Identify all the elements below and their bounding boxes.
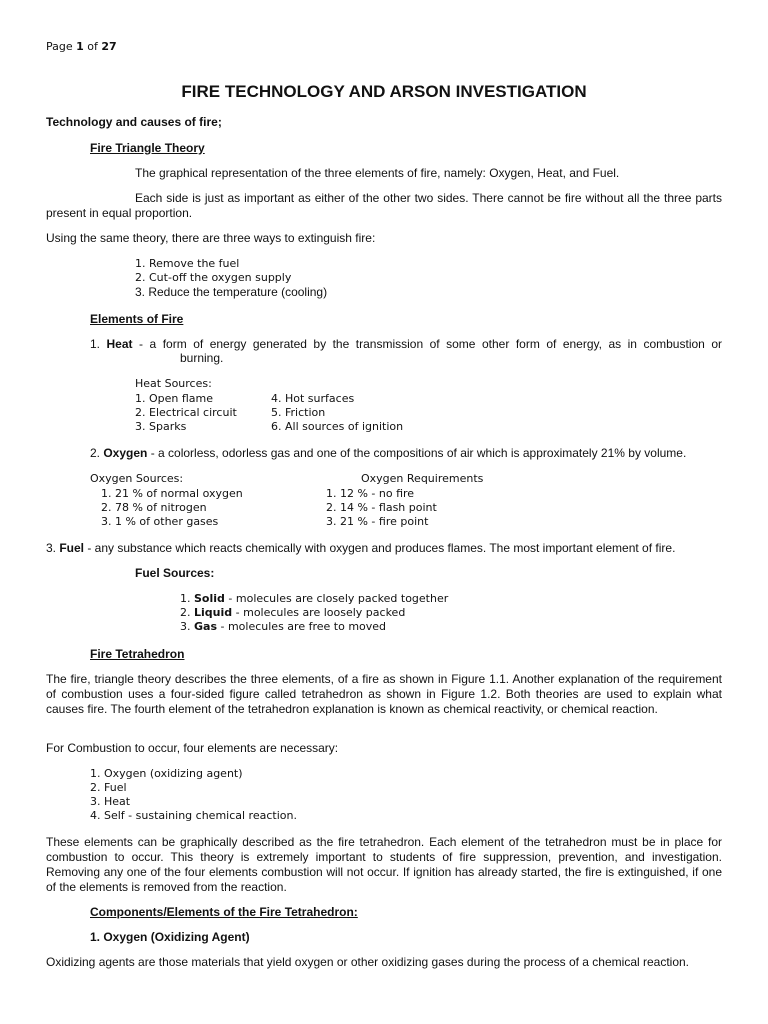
document-title: FIRE TECHNOLOGY AND ARSON INVESTIGATION — [181, 82, 587, 101]
fuel-sources-label: Fuel Sources: — [135, 566, 215, 580]
extinguish-list — [135, 257, 327, 300]
list-item: 3. Reduce the temperature (cooling) — [135, 285, 328, 299]
combustion-elements-list — [90, 767, 297, 823]
list-item: 6. All sources of ignition — [271, 420, 404, 433]
heat-definition — [90, 337, 722, 352]
oxygen-sources-list — [101, 487, 243, 529]
item-desc: - molecules are loosely packed — [232, 606, 406, 619]
oxygen-definition — [90, 446, 686, 461]
fire-triangle-paragraph-3: Using the same theory, there are three ways to extinguish fire: — [46, 231, 376, 245]
components-heading: Components/Elements of the Fire Tetrahedron: — [90, 905, 358, 919]
item-desc: - molecules are closely packed together — [224, 592, 449, 605]
list-item: 2. 78 % of nitrogen — [101, 501, 207, 514]
elements-heading: Elements of Fire — [90, 312, 184, 326]
oxygen-number: 2. — [90, 446, 104, 460]
list-item: 4. Hot surfaces — [271, 392, 355, 405]
list-item: 2. Cut-off the oxygen supply — [135, 271, 292, 284]
list-item: 5. Friction — [271, 406, 326, 419]
item-term: Liquid — [194, 606, 233, 619]
list-item: 4. Self - sustaining chemical reaction. — [90, 809, 297, 822]
fuel-term: Fuel — [59, 541, 85, 555]
heat-sources-left — [135, 392, 237, 434]
tetrahedron-paragraph-2: For Combustion to occur, four elements are necessary: — [46, 741, 339, 755]
tetrahedron-paragraph-1: The fire, triangle theory describes the three elements, of a fire as shown in Figure 1.1. Another explanation of the requirement of combustion uses a four-sided figure called tetrahedron as shown in Figure 1.2. Both theories are used to explain what causes fire. The fourth element of the tetrahedron explanation is known as chemical reactivity, or chemical reaction. — [46, 672, 722, 716]
item-number: 3. — [180, 620, 194, 633]
page-sep: of — [83, 40, 102, 53]
list-item: 3. 1 % of other gases — [101, 515, 219, 528]
fuel-number: 3. — [46, 541, 60, 555]
item-term: Solid — [194, 592, 225, 605]
list-item: 1. Remove the fuel — [135, 257, 240, 270]
list-item: 3. Sparks — [135, 420, 187, 433]
fuel-text: - any substance which reacts chemically with oxygen and produces flames. The most important element of fire. — [84, 541, 676, 555]
fuel-sources-list — [180, 592, 448, 634]
oxygen-term: Oxygen — [103, 446, 148, 460]
tetrahedron-heading: Fire Tetrahedron — [90, 647, 185, 661]
heat-definition-cont: burning. — [180, 351, 224, 365]
item-term: Gas — [194, 620, 217, 633]
list-item: 2. 14 % - flash point — [326, 501, 437, 514]
heat-term: Heat — [106, 337, 133, 351]
list-item: 1. 12 % - no fire — [326, 487, 415, 500]
oxygen-requirements-label: Oxygen Requirements — [361, 472, 484, 485]
list-item — [180, 592, 448, 606]
list-item: 3. 21 % - fire point — [326, 515, 429, 528]
tetrahedron-paragraph-3: These elements can be graphically described as the fire tetrahedron. Each element of the tetrahedron must be in place for combustion to occur. This theory is extremely important to students of fire suppression, prevention, and investigation. Removing any one of the four elements combustion will not occur. If ignition has already started, the fire is extinguished, if one of the elements is removed from the reaction. — [46, 835, 722, 894]
components-paragraph-1: Oxidizing agents are those materials that yield oxygen or other oxidizing gases during the process of a chemical reaction. — [46, 955, 690, 969]
heat-number: 1. — [90, 337, 107, 351]
page-prefix: Page — [46, 40, 77, 53]
oxygen-requirements-list — [326, 487, 437, 529]
heat-sources-label: Heat Sources: — [135, 377, 212, 390]
list-item: 3. Heat — [90, 795, 131, 808]
components-item-1: 1. Oxygen (Oxidizing Agent) — [90, 930, 250, 944]
oxygen-sources-label: Oxygen Sources: — [90, 472, 184, 485]
list-item: 2. Electrical circuit — [135, 406, 237, 419]
section-heading: Technology and causes of fire; — [46, 115, 222, 129]
item-number: 1. — [180, 592, 194, 605]
list-item — [180, 606, 448, 620]
page-total: 27 — [101, 40, 117, 53]
list-item — [180, 620, 448, 634]
list-item: 2. Fuel — [90, 781, 127, 794]
list-item: 1. Open flame — [135, 392, 214, 405]
page-current: 1 — [76, 40, 84, 53]
heat-sources-right — [271, 392, 403, 434]
oxygen-text: - a colorless, odorless gas and one of the compositions of air which is approximately 21% by volume. — [147, 446, 687, 460]
fire-triangle-heading: Fire Triangle Theory — [90, 141, 205, 155]
list-item: 1. Oxygen (oxidizing agent) — [90, 767, 243, 780]
heat-text: - a form of energy generated by the transmission of some other form of energy, as in combustion or — [132, 337, 722, 351]
fire-triangle-paragraph-2: Each side is just as important as either of the other two sides. There cannot be fire without all the three parts present in equal proportion. — [46, 191, 722, 220]
item-desc: - molecules are free to moved — [217, 620, 387, 633]
item-number: 2. — [180, 606, 194, 619]
fire-triangle-paragraph-1: The graphical representation of the three elements of fire, namely: Oxygen, Heat, and Fuel. — [135, 166, 620, 180]
list-item: 1. 21 % of normal oxygen — [101, 487, 243, 500]
page-counter — [46, 40, 117, 54]
fuel-definition — [46, 541, 675, 556]
